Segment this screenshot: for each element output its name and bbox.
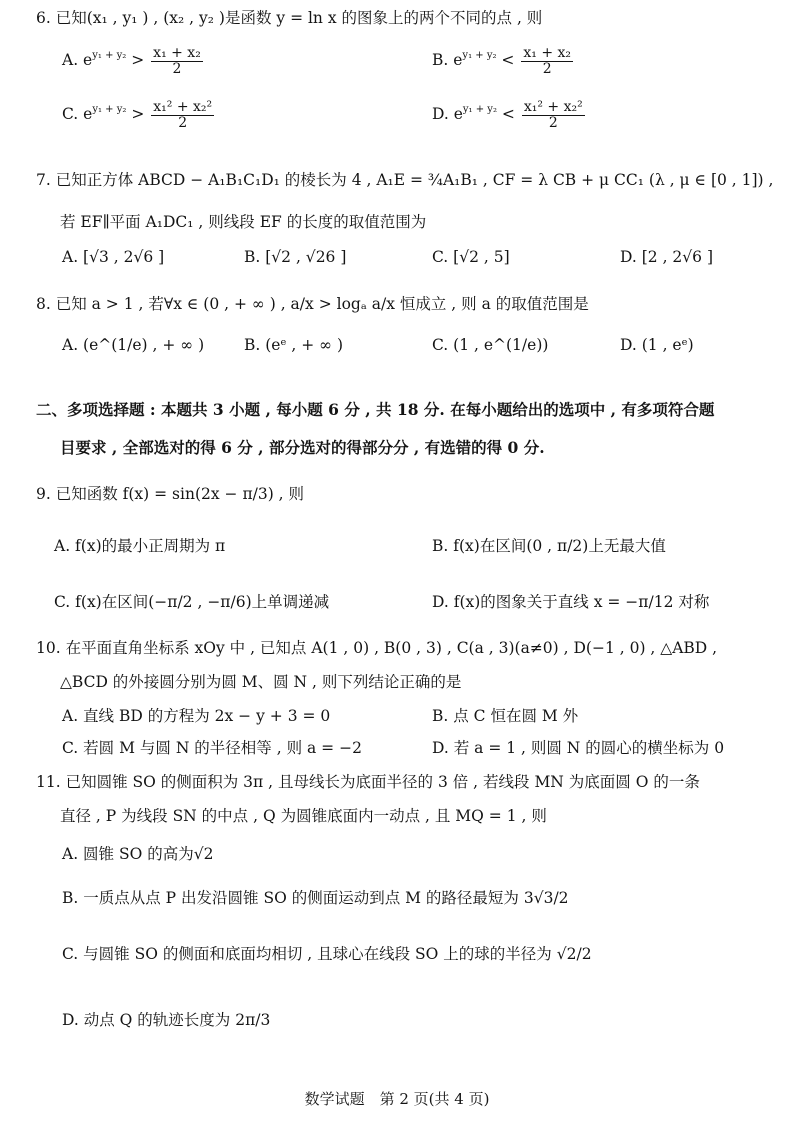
- q6-option-b-numerator: x₁ + x₂: [523, 45, 572, 61]
- q10-option-b: B. 点 C 恒在圆 M 外: [432, 707, 579, 725]
- q6-option-a-exponent: y₁ + y₂: [92, 50, 127, 62]
- q6-option-a-relation: >: [131, 51, 145, 70]
- q6-option-c-fraction: [151, 100, 214, 130]
- q8-option-d: D. (1 , eᵉ): [620, 336, 694, 354]
- q6-option-b: [432, 46, 575, 76]
- q7-stem-line2: 若 EF∥平面 A₁DC₁ , 则线段 EF 的长度的取值范围为: [60, 213, 427, 231]
- q6-option-d: [432, 100, 587, 130]
- q10-option-d: D. 若 a = 1 , 则圆 N 的圆心的横坐标为 0: [432, 739, 725, 757]
- q11-option-a: A. 圆锥 SO 的高为√2: [62, 845, 214, 863]
- q8-option-b: B. (eᵉ , + ∞ ): [244, 336, 344, 354]
- q6-option-d-label: D. e: [432, 105, 463, 124]
- q6-option-d-relation: <: [501, 105, 515, 124]
- q10-option-a: A. 直线 BD 的方程为 2x − y + 3 = 0: [62, 707, 331, 725]
- q6-option-b-exponent: y₁ + y₂: [462, 50, 497, 62]
- q7-stem-line1: 7. 已知正方体 ABCD − A₁B₁C₁D₁ 的棱长为 4 , A₁E = ¾A₁B₁ , CF = λ CB + μ CC₁ (λ , μ ∈ [0 , 1]) ,: [36, 171, 774, 189]
- q9-option-a: A. f(x)的最小正周期为 π: [54, 537, 226, 555]
- q7-option-b: B. [√2 , √26 ]: [244, 248, 347, 266]
- q9-stem: 9. 已知函数 f(x) = sin(2x − π/3) , 则: [36, 485, 305, 503]
- q7-option-a: A. [√3 , 2√6 ]: [62, 248, 165, 266]
- q6-option-b-label: B. e: [432, 51, 463, 70]
- q8-option-a: A. (e^(1/e) , + ∞ ): [62, 336, 205, 354]
- q6-option-b-relation: <: [501, 51, 515, 70]
- q9-option-d: D. f(x)的图象关于直线 x = −π/12 对称: [432, 593, 710, 611]
- q8-stem: 8. 已知 a > 1 , 若∀x ∈ (0 , + ∞ ) , a/x > logₐ a/x 恒成立 , 则 a 的取值范围是: [36, 295, 589, 313]
- q6-option-c-denominator: 2: [178, 114, 188, 131]
- q6-option-a: [62, 46, 205, 76]
- q9-option-c: C. f(x)在区间(−π/2 , −π/6)上单调递减: [54, 593, 330, 611]
- q6-option-a-numerator: x₁ + x₂: [153, 45, 201, 61]
- q11-stem-line1: 11. 已知圆锥 SO 的侧面积为 3π , 且母线长为底面半径的 3 倍 , 若线段 MN 为底面圆 O 的一条: [36, 773, 700, 791]
- q11-option-d: D. 动点 Q 的轨迹长度为 2π/3: [62, 1011, 271, 1029]
- q9-option-b: B. f(x)在区间(0 , π/2)上无最大值: [432, 537, 666, 555]
- q6-option-b-denominator: 2: [542, 60, 552, 77]
- q6-option-d-exponent: y₁ + y₂: [462, 104, 497, 116]
- q6-option-c-relation: >: [131, 105, 145, 124]
- q11-option-c: C. 与圆锥 SO 的侧面和底面均相切 , 且球心在线段 SO 上的球的半径为 √2/2: [62, 945, 592, 963]
- page-footer: 数学试题 第 2 页(共 4 页): [304, 1090, 490, 1108]
- q6-option-c-exponent: y₁ + y₂: [92, 104, 127, 116]
- q7-option-d: D. [2 , 2√6 ]: [620, 248, 713, 266]
- q10-stem-line2: △BCD 的外接圆分别为圆 M、圆 N , 则下列结论正确的是: [60, 673, 462, 691]
- section2-heading-line2: 目要求 , 全部选对的得 6 分 , 部分选对的得部分分 , 有选错的得 0 分.: [60, 438, 545, 457]
- q6-option-a-fraction: [151, 46, 203, 76]
- q10-stem-line1: 10. 在平面直角坐标系 xOy 中 , 已知点 A(1 , 0) , B(0 , 3) , C(a , 3)(a≠0) , D(−1 , 0) , △ABD ,: [36, 639, 718, 657]
- q11-option-b: B. 一质点从点 P 出发沿圆锥 SO 的侧面运动到点 M 的路径最短为 3√3/2: [62, 889, 569, 907]
- q6-option-d-numerator: x₁² + x₂²: [523, 99, 583, 115]
- q6-option-b-fraction: [521, 46, 573, 76]
- q6-stem: 6. 已知(x₁ , y₁ ) , (x₂ , y₂ )是函数 y = ln x 的图象上的两个不同的点 , 则: [36, 9, 543, 27]
- q8-option-c: C. (1 , e^(1/e)): [432, 336, 549, 354]
- section2-heading-line1: 二、多项选择题 : 本题共 3 小题 , 每小题 6 分 , 共 18 分. 在每小题给出的选项中 , 有多项符合题: [36, 400, 715, 419]
- q6-option-c: [62, 100, 216, 130]
- q10-option-c: C. 若圆 M 与圆 N 的半径相等 , 则 a = −2: [62, 739, 362, 757]
- q7-option-c: C. [√2 , 5]: [432, 248, 510, 266]
- q11-stem-line2: 直径 , P 为线段 SN 的中点 , Q 为圆锥底面内一动点 , 且 MQ = 1 , 则: [60, 807, 547, 825]
- q6-option-c-label: C. e: [62, 105, 93, 124]
- q6-option-a-label: A. e: [62, 51, 93, 70]
- q6-option-d-fraction: [522, 100, 585, 130]
- q6-option-c-numerator: x₁² + x₂²: [153, 99, 213, 115]
- q6-option-a-denominator: 2: [172, 60, 182, 77]
- q6-option-d-denominator: 2: [548, 114, 558, 131]
